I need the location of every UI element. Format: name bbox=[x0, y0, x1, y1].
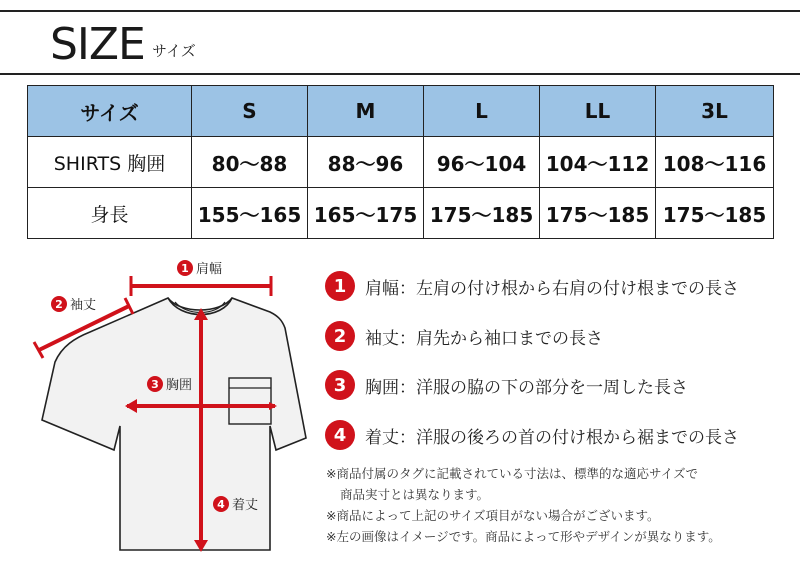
pocket-shape bbox=[229, 378, 271, 424]
badge-1-icon: 1 bbox=[325, 271, 355, 301]
note-line: 商品実寸とは異なります。 bbox=[340, 487, 490, 502]
legend-item-sleeve bbox=[325, 320, 603, 352]
row-label-height: 身長 bbox=[28, 188, 192, 239]
badge-4-num: 4 bbox=[217, 498, 225, 511]
shirt-diagram bbox=[25, 250, 325, 560]
top-rule bbox=[0, 10, 800, 12]
badge-3-icon: 3 bbox=[325, 370, 355, 400]
shirt-diagram-svg bbox=[25, 250, 325, 560]
size-col-3l: 3L bbox=[656, 86, 774, 137]
diagram-label-sleeve: 袖丈 bbox=[70, 298, 97, 313]
badge-2-icon: 2 bbox=[325, 321, 355, 351]
table-row bbox=[28, 188, 774, 239]
table-cell: 155〜165 bbox=[192, 188, 308, 239]
legend-text-chest: 胸囲：洋服の脇の下の部分を一周した長さ bbox=[365, 377, 688, 398]
notes bbox=[326, 463, 786, 547]
legend-text-length: 着丈：洋服の後ろの首の付け根から裾までの長さ bbox=[365, 427, 739, 448]
size-col-ll: LL bbox=[540, 86, 656, 137]
size-table bbox=[27, 85, 774, 239]
badge-4-icon: 4 bbox=[325, 420, 355, 450]
legend-item-length bbox=[325, 419, 739, 451]
badge-3-num: 3 bbox=[151, 378, 159, 391]
table-cell: 80〜88 bbox=[192, 137, 308, 188]
table-cell: 175〜185 bbox=[424, 188, 540, 239]
page-subtitle: サイズ bbox=[152, 42, 196, 60]
size-col-l: L bbox=[424, 86, 540, 137]
note-line: ※商品付属のタグに記載されている寸法は、標準的な適応サイズで bbox=[326, 466, 698, 481]
table-cell: 175〜185 bbox=[540, 188, 656, 239]
page-title: SIZE bbox=[50, 19, 145, 70]
table-cell: 108〜116 bbox=[656, 137, 774, 188]
table-cell: 104〜112 bbox=[540, 137, 656, 188]
badge-2-num: 2 bbox=[55, 298, 63, 311]
table-cell: 165〜175 bbox=[308, 188, 424, 239]
table-cell: 96〜104 bbox=[424, 137, 540, 188]
legend-item-chest bbox=[325, 369, 688, 401]
diagram-label-chest: 胸囲 bbox=[166, 378, 193, 393]
badge-1-num: 1 bbox=[181, 262, 189, 275]
table-row bbox=[28, 137, 774, 188]
legend-text-shoulder: 肩幅：左肩の付け根から右肩の付け根までの長さ bbox=[365, 278, 739, 299]
size-header-label: サイズ bbox=[28, 86, 192, 137]
legend-item-shoulder bbox=[325, 270, 739, 302]
note-line: ※商品によって上記のサイズ項目がない場合がございます。 bbox=[326, 508, 660, 523]
size-col-m: M bbox=[308, 86, 424, 137]
bottom-rule bbox=[0, 73, 800, 75]
row-label-chest: SHIRTS 胸囲 bbox=[28, 137, 192, 188]
size-col-s: S bbox=[192, 86, 308, 137]
note-line: ※左の画像はイメージです。商品によって形やデザインが異なります。 bbox=[326, 529, 721, 544]
diagram-label-length: 着丈 bbox=[232, 498, 259, 513]
diagram-label-shoulder: 肩幅 bbox=[196, 262, 223, 277]
size-header-row bbox=[28, 86, 774, 137]
table-cell: 175〜185 bbox=[656, 188, 774, 239]
table-cell: 88〜96 bbox=[308, 137, 424, 188]
legend-text-sleeve: 袖丈：肩先から袖口までの長さ bbox=[365, 328, 603, 349]
